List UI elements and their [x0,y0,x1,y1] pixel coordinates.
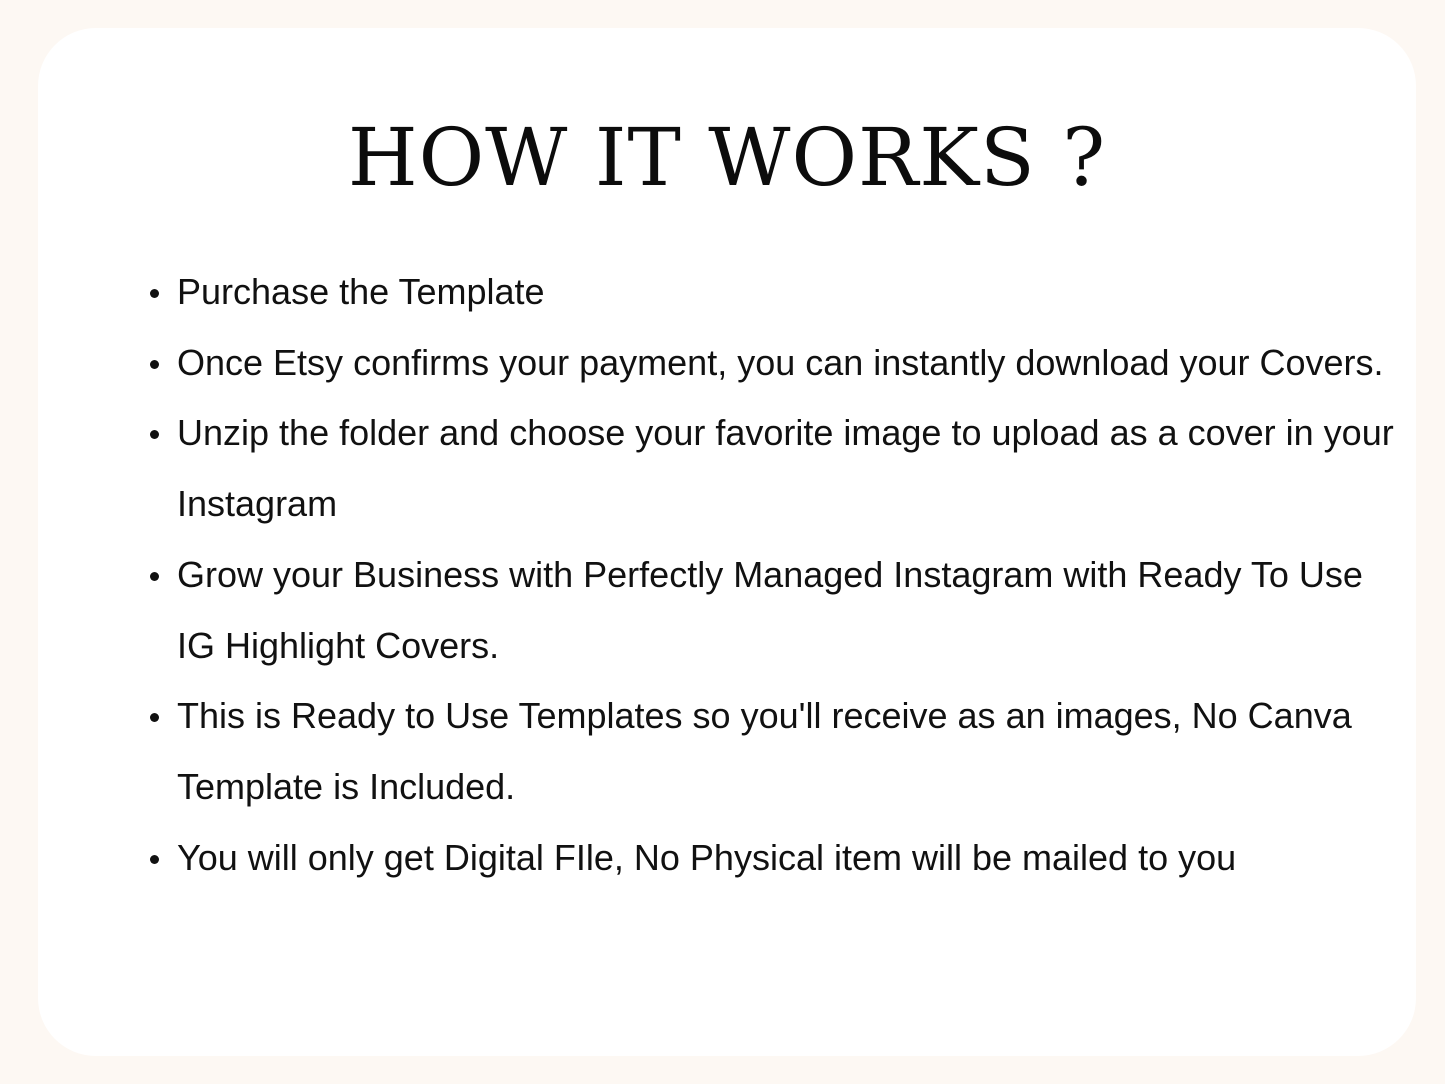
bullet-icon [150,289,159,298]
list-item [138,257,1398,328]
steps-list [138,257,1398,893]
bullet-icon [150,855,159,864]
list-item-text: Once Etsy confirms your payment, you can instantly download your Covers. [177,341,1384,383]
info-card [38,28,1416,1056]
list-item-text: This is Ready to Use Templates so you'll receive as an images, No Canva Template is Included. [177,695,1352,807]
list-item-text: Unzip the folder and choose your favorite image to upload as a cover in your Instagram [177,412,1394,525]
list-item [138,398,1398,539]
bullet-icon [150,713,159,722]
list-item-text: Grow your Business with Perfectly Managed Instagram with Ready To Use IG Highlight Covers. [177,553,1363,666]
list-item [138,540,1398,681]
list-item-text: Purchase the Template [177,271,545,312]
list-item-text: You will only get Digital FIle, No Physical item will be mailed to you [177,836,1237,878]
bullet-icon [150,572,159,581]
list-item [138,823,1398,894]
bullet-icon [150,360,159,369]
bullet-icon [150,430,159,439]
list-item [138,328,1398,399]
list-item [138,681,1398,822]
page-title: HOW IT WORKS ? [347,111,1107,204]
